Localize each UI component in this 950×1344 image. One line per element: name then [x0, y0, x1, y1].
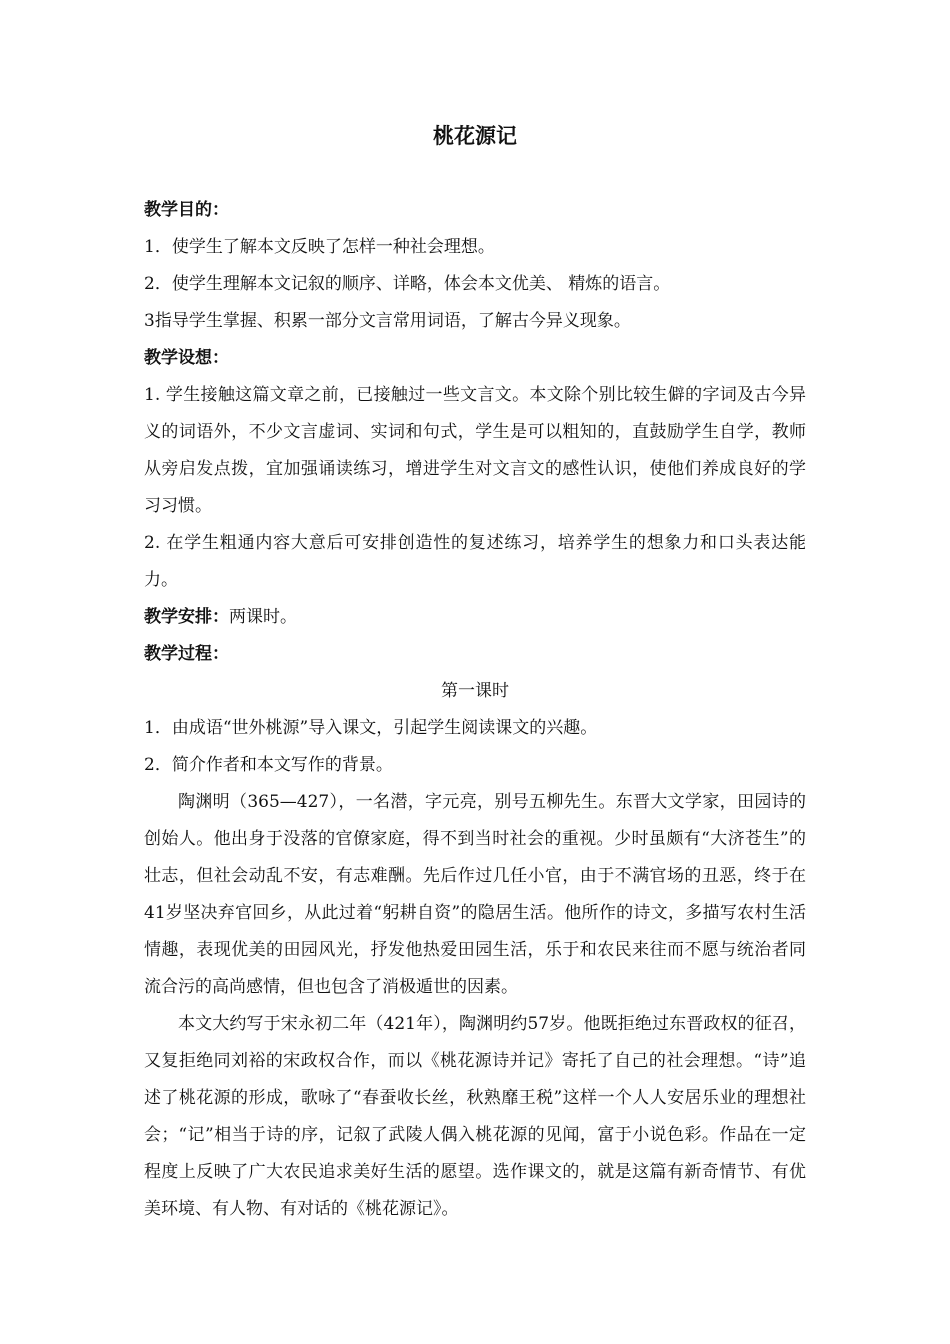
arrangement-heading: 教学安排： — [144, 607, 229, 627]
arrangement-line — [144, 599, 806, 636]
design-item-2: 2. 在学生粗通内容大意后可安排创造性的复述练习，培养学生的想象力和口头表达能力。 — [144, 533, 806, 590]
design-item-1: 1. 学生接触这篇文章之前，已接触过一些文言文。本文除个别比较生僻的字词及古今异义的词语外，不少文言虚词、实词和句式，学生是可以粗知的，直鼓励学生自学，教师从旁启发点拨，宜加强诵读练习，增进学生对文言文的感性认识，使他们养成良好的学习习惯。 — [144, 385, 806, 516]
objective-item-1: 1．使学生了解本文反映了怎样一种社会理想。 — [144, 237, 495, 257]
background-paragraph: 本文大约写于宋永初二年（421年），陶渊明约57岁。他既拒绝过东晋政权的征召，又复拒绝同刘裕的宋政权合作，而以《桃花源诗并记》寄托了自己的社会理想。“诗”追述了桃花源的形成，歌咏了“春蚕收长丝，秋熟靡王税”这样一个人人安居乐业的理想社会；“记”相当于诗的序，记叙了武陵人偶入桃花源的见闻，富于小说色彩。作品在一定程度上反映了广大农民追求美好生活的愿望。选作课文的，就是这篇有新奇情节、有优美环境、有人物、有对话的《桃花源记》。 — [144, 1014, 806, 1219]
process-step-1: 1．由成语“世外桃源”导入课文，引起学生阅读课文的兴趣。 — [144, 718, 598, 738]
lesson-title: 第一课时 — [441, 681, 509, 701]
design-heading: 教学设想： — [144, 348, 229, 368]
objective-item-2: 2．使学生理解本文记叙的顺序、详略，体会本文优美、 精炼的语言。 — [144, 274, 671, 294]
author-paragraph: 陶渊明（365—427），一名潜，字元亮，别号五柳先生。东晋大文学家，田园诗的创始人。他出身于没落的官僚家庭，得不到当时社会的重视。少时虽颇有“大济苍生”的壮志，但社会动乱不安，有志难酬。先后作过几任小官，由于不满官场的丑恶，终于在41岁坚决弃官回乡，从此过着“躬耕自资”的隐居生活。他所作的诗文，多描写农村生活情趣，表现优美的田园风光，抒发他热爱田园生活，乐于和农民来往而不愿与统治者同流合污的高尚感情，但也包含了消极遁世的因素。 — [144, 792, 806, 997]
objectives-heading: 教学目的： — [144, 200, 229, 220]
document-title: 桃花源记 — [433, 124, 517, 148]
process-heading: 教学过程： — [144, 644, 229, 664]
process-step-2: 2．简介作者和本文写作的背景。 — [144, 755, 393, 775]
document-body — [144, 192, 806, 1228]
arrangement-value: 两课时。 — [229, 607, 297, 627]
objective-item-3: 3指导学生掌握、积累一部分文言常用词语，了解古今异义现象。 — [144, 311, 631, 331]
